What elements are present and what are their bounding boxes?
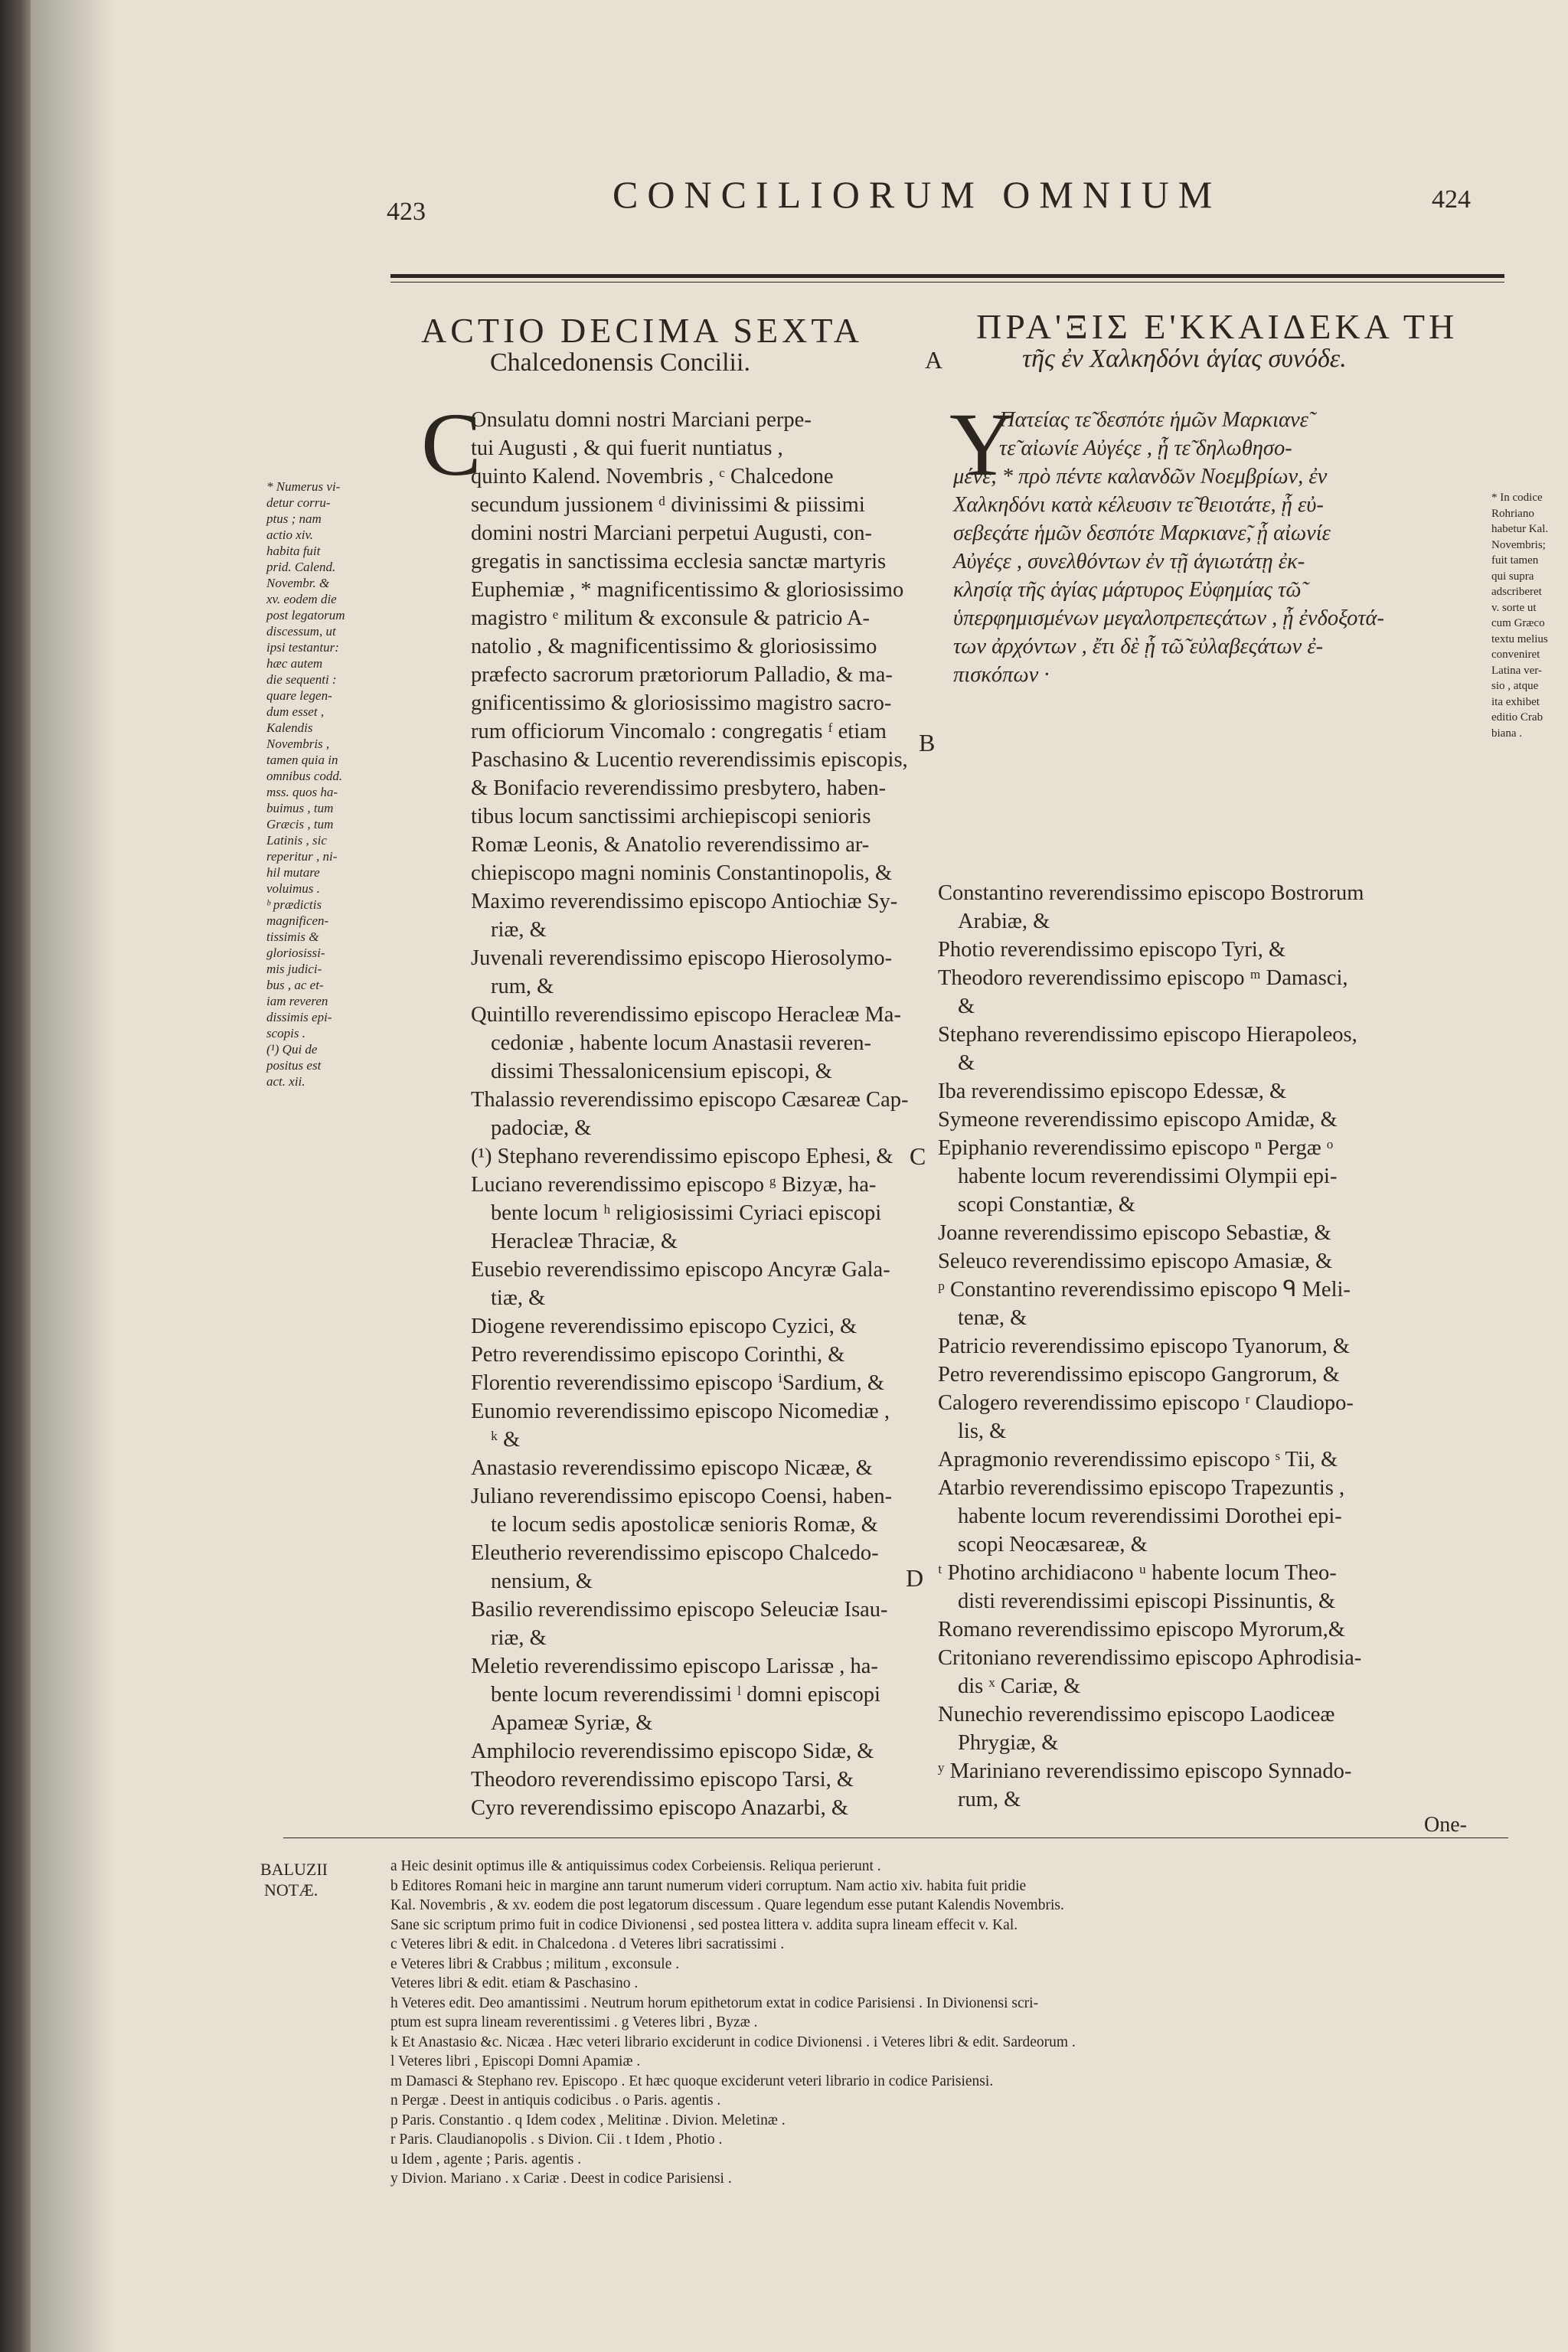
right-line: Apragmonio reverendissimo episcopo ˢ Tii, & — [938, 1448, 1338, 1472]
right-line: scopi Constantiæ, & — [958, 1193, 1135, 1217]
right-line: ᵗ Photino archidiacono ᵘ habente locum Theo- — [938, 1561, 1337, 1585]
margin-left-line: actio xiv. — [266, 528, 314, 542]
latin-line: Meletio reverendissimo episcopo Larissæ , ha- — [471, 1655, 878, 1678]
margin-right-line: fuit tamen — [1491, 554, 1539, 567]
right-line: Joanne reverendissimo episcopo Sebastiæ, & — [938, 1221, 1331, 1245]
margin-right-line: editio Crab — [1491, 711, 1544, 724]
latin-line: Juvenali reverendissimo episcopo Hierosolymo- — [471, 946, 893, 970]
header-rule — [390, 274, 1504, 278]
margin-right-line: cum Græco — [1491, 617, 1545, 629]
right-line: Symeone reverendissimo episcopo Amidæ, & — [938, 1108, 1338, 1132]
right-line: Romano reverendissimo episcopo Myrorum,& — [938, 1618, 1345, 1642]
latin-line: dissimi Thessalonicensium episcopi, & — [491, 1060, 832, 1083]
latin-lines — [429, 434, 919, 1822]
latin-line: Cyro reverendissimo episcopo Anazarbi, & — [471, 1796, 849, 1820]
section-letter-d: D — [906, 1564, 924, 1592]
note-line: ptum est supra lineam reverentissimi . g Veteres libri , Byzæ . — [390, 2014, 758, 2030]
margin-right-line: textu melius — [1491, 632, 1548, 645]
right-line: Calogero reverendissimo episcopo ʳ Claudiopo- — [938, 1391, 1354, 1415]
margin-right-line: adscriberet — [1491, 586, 1542, 598]
latin-line: gnificentissimo & gloriosissimo magistro sacro- — [471, 691, 892, 715]
latin-line: quinto Kalend. Novembris , ᶜ Chalcedone — [471, 465, 834, 488]
greek-line: τε̃ αἰωνίε Αὐγέςε , ᾗ τε̃ δηλωθησο- — [999, 436, 1292, 460]
right-line: Petro reverendissimo episcopo Gangrorum, & — [938, 1363, 1340, 1387]
latin-line: padociæ, & — [491, 1116, 592, 1140]
greek-lines — [953, 434, 1489, 689]
latin-line: riæ, & — [491, 1626, 547, 1650]
margin-left-line: tamen quia in — [266, 753, 338, 767]
margin-right-line: qui supra — [1491, 570, 1534, 583]
greek-column — [953, 406, 1489, 689]
note-line: c Veteres libri & edit. in Chalcedona . d Veteres libri sacratissimi . — [390, 1936, 785, 1952]
section-letter-b: B — [919, 729, 936, 756]
book-gutter — [0, 0, 31, 2352]
right-line: Stephano reverendissimo episcopo Hierapoleos, — [938, 1023, 1357, 1047]
latin-line: Thalassio reverendissimo episcopo Cæsareæ Cap- — [471, 1088, 909, 1112]
latin-line: Basilio reverendissimo episcopo Seleuciæ Isau- — [471, 1598, 888, 1622]
margin-left-line: quare legen- — [266, 688, 332, 703]
margin-right-line: sio , atque — [1491, 680, 1539, 692]
greek-line: μένε, * πρὸ πέντε καλανδῶν Νοεμβρίων, ἐν — [953, 465, 1328, 488]
note-line: a Heic desinit optimus ille & antiquissimus codex Corbeiensis. Reliqua perierunt . — [390, 1858, 881, 1874]
margin-left-line: omnibus codd. — [266, 769, 343, 783]
latin-line: gregatis in sanctissima ecclesia sanctæ martyris — [471, 550, 887, 573]
latin-line: bente locum reverendissimi ˡ domni episcopi — [491, 1683, 880, 1707]
note-line: b Editores Romani heic in margine ann tarunt numerum videri corruptum. Nam actio xiv. habita fuit pridie — [390, 1877, 1027, 1894]
latin-line: Amphilocio reverendissimo episcopo Sidæ, & — [471, 1740, 874, 1763]
right-line: Seleuco reverendissimo episcopo Amasiæ, & — [938, 1250, 1333, 1273]
latin-line: Florentio reverendissimo episcopo ⁱSardium, & — [471, 1371, 885, 1395]
margin-left-line: post legatorum — [266, 608, 345, 622]
note-line: u Idem , agente ; Paris. agentis . — [390, 2151, 582, 2167]
margin-left-line: * Numerus vi- — [266, 479, 341, 494]
margin-left-line: hæc autem — [266, 656, 323, 671]
greek-heading: ΠΡΑ'ΞΙΣ Ε'ΚΚΑΙΔΕΚΑ ΤΗ — [976, 307, 1459, 346]
margin-right-line: * In codice — [1491, 492, 1543, 504]
page-number-left: 423 — [387, 198, 426, 226]
margin-left-line: buimus , tum — [266, 801, 334, 815]
margin-left-line: ptus ; nam — [266, 511, 322, 526]
right-line: & — [958, 995, 975, 1018]
note-line: h Veteres edit. Deo amantissimi . Neutrum horum epithetorum extat in codice Parisiensi . In Divionensi scri- — [390, 1994, 1039, 2011]
latin-heading: ACTIO DECIMA SEXTA — [421, 311, 863, 350]
greek-drop-cap: Y — [949, 394, 1015, 495]
note-line: r Paris. Claudianopolis . s Divion. Cii . t Idem , Photio . — [390, 2132, 723, 2148]
note-line: k Et Anastasio &c. Nicæa . Hæc veteri librario exciderunt in codice Divionensi . i Veteres libri & edit. Sardeorum . — [390, 2034, 1076, 2050]
margin-left-line: bus , ac et- — [266, 978, 324, 992]
greek-line: κλησίᾳ τῆς ἁγίας μάρτυρος Εὐφημίας τῶ̃ — [953, 578, 1302, 602]
notes-label: BALUZII — [260, 1860, 328, 1879]
greek-line: ὑπερφημισμένων μεγαλοπρεπεςάτων , ᾗ ἐνδοξοτά- — [953, 606, 1384, 630]
note-line: Sane sic scriptum primo fuit in codice Divionensi , sed postea littera v. addita supra lineam effecit v. Kal. — [390, 1916, 1018, 1933]
greek-line: των ἀρχόντων , ἔτι δὲ ᾗ τῶ̃ εὐλαβεςάτων ἐ- — [953, 635, 1324, 658]
greek-subheading: τῆς ἐν Χαλκηδόνι ἁγίας συνόδε. — [1022, 345, 1347, 373]
margin-left-line: prid. Calend. — [266, 560, 336, 574]
latin-line: Heracleæ Thraciæ, & — [491, 1230, 678, 1253]
latin-line: bente locum ʰ religiosissimi Cyriaci episcopi — [491, 1201, 882, 1225]
right-line: Atarbio reverendissimo episcopo Trapezuntis , — [938, 1476, 1345, 1500]
latin-line: domini nostri Marciani perpetui Augusti, con- — [471, 521, 872, 545]
right-line: habente locum reverendissimi Olympii epi- — [958, 1165, 1338, 1188]
right-line: tenæ, & — [958, 1306, 1027, 1330]
section-letter-c: C — [910, 1142, 926, 1170]
margin-left-line: Latinis , sic — [266, 833, 327, 848]
margin-right-line: Latina ver- — [1491, 664, 1542, 677]
latin-line: Apameæ Syriæ, & — [491, 1711, 653, 1735]
margin-left-line: dissimis epi- — [266, 1010, 332, 1024]
right-line: Theodoro reverendissimo episcopo ᵐ Damasci, — [938, 966, 1348, 990]
margin-left-line: Novembr. & — [266, 576, 330, 590]
right-line: ʸ Mariniano reverendissimo episcopo Synnado- — [938, 1759, 1352, 1783]
latin-line: Euphemiæ , * magnificentissimo & gloriosissimo — [471, 578, 904, 602]
margin-left-line: Kalendis — [266, 720, 313, 735]
baluzii-notes — [390, 1857, 1493, 2189]
note-line: m Damasci & Stephano rev. Episcopo . Et hæc quoque exciderunt veteri librario in codice Parisiensi. — [390, 2073, 994, 2089]
right-line: Epiphanio reverendissimo episcopo ⁿ Pergæ ᵒ — [938, 1136, 1334, 1160]
margin-left-line: iam reveren — [266, 994, 328, 1008]
margin-left-line: habita fuit — [266, 544, 321, 558]
latin-line: Maximo reverendissimo episcopo Antiochiæ Sy- — [471, 890, 898, 913]
notes-label-2: NOTÆ. — [264, 1880, 318, 1900]
catchword: One- — [1424, 1813, 1467, 1837]
margin-left-line: Novembris , — [266, 737, 330, 751]
latin-line: Romæ Leonis, & Anatolio reverendissimo ar- — [471, 833, 870, 857]
right-line: habente locum reverendissimi Dorothei epi- — [958, 1504, 1342, 1528]
latin-line: præfecto sacrorum prætoriorum Palladio, & ma- — [471, 663, 893, 687]
margin-left-line: ipsi testantur: — [266, 640, 339, 655]
right-line: & — [958, 1051, 975, 1075]
margin-note-right — [1491, 490, 1562, 741]
latin-line: riæ, & — [491, 918, 547, 942]
section-letter-a: A — [925, 346, 943, 374]
header-rule-thin — [390, 282, 1504, 283]
margin-left-line: tissimis & — [266, 929, 319, 944]
margin-left-line: (¹) Qui de — [266, 1042, 318, 1057]
margin-right-line: conveniret — [1491, 648, 1540, 661]
book-page — [31, 0, 1568, 2352]
margin-left-line: ᵇ prædictis — [266, 897, 322, 912]
latin-line: ᵏ & — [491, 1428, 521, 1452]
latin-line: Theodoro reverendissimo episcopo Tarsi, & — [471, 1768, 854, 1792]
greek-line: Χαλκηδόνι κατὰ κέλευσιν τε̃ θειοτάτε, ᾗ εὐ- — [953, 493, 1324, 517]
margin-note-left — [266, 479, 389, 1089]
margin-left-line: Græcis , tum — [266, 817, 334, 831]
right-line: Patricio reverendissimo episcopo Tyanorum, & — [938, 1334, 1351, 1358]
margin-left-line: xv. eodem die — [266, 592, 337, 606]
latin-line: rum officiorum Vincomalo : congregatis ᶠ etiam — [471, 720, 887, 743]
latin-line: Eleutherio reverendissimo episcopo Chalcedo- — [471, 1541, 879, 1565]
right-column — [938, 879, 1520, 1814]
margin-right-line: biana . — [1491, 727, 1522, 740]
latin-line: chiepiscopo magni nominis Constantinopolis, & — [471, 861, 893, 885]
right-line: Constantino reverendissimo episcopo Bostrorum — [938, 881, 1364, 905]
latin-line: tibus locum sanctissimi archiepiscopi senioris — [471, 805, 871, 828]
latin-line: Juliano reverendissimo episcopo Coensi, haben- — [471, 1485, 893, 1508]
note-line: p Paris. Constantio . q Idem codex , Melitinæ . Divion. Meletinæ . — [390, 2112, 786, 2128]
margin-left-line: magnificen- — [266, 913, 329, 928]
right-line: disti reverendissimi episcopi Pissinuntis, & — [958, 1589, 1336, 1613]
right-line: lis, & — [958, 1419, 1007, 1443]
margin-left-line: die sequenti : — [266, 672, 337, 687]
note-line: Veteres libri & edit. etiam & Paschasino . — [390, 1975, 639, 1991]
margin-left-line: dum esset , — [266, 704, 325, 719]
latin-line: Diogene reverendissimo episcopo Cyzici, & — [471, 1315, 858, 1338]
latin-line: Paschasino & Lucentio reverendissimis episcopis, — [471, 748, 908, 772]
greek-first-line: Πατείας τε̃ δεσπότε ἡμῶν Μαρκιανε̃ — [999, 408, 1308, 432]
margin-left-line: reperitur , ni- — [266, 849, 338, 864]
latin-subheading: Chalcedonensis Concilii. — [490, 348, 750, 377]
greek-line: πισκόπων · — [953, 663, 1050, 687]
running-head: CONCILIORUM OMNIUM — [612, 173, 1222, 216]
note-line: Kal. Novembris , & xv. eodem die post legatorum discessum . Quare legendum esse putant Kalendis Novembris. — [390, 1897, 1064, 1913]
latin-column — [429, 406, 919, 1822]
page-number-right: 424 — [1432, 185, 1471, 214]
margin-right-line: v. sorte ut — [1491, 601, 1537, 614]
note-line: l Veteres libri , Episcopi Domni Apamiæ . — [390, 2053, 641, 2069]
latin-line: & Bonifacio reverendissimo presbytero, haben- — [471, 776, 887, 800]
right-line: Nunechio reverendissimo episcopo Laodiceæ — [938, 1703, 1335, 1726]
latin-drop-cap: C — [421, 394, 482, 495]
right-line: Critoniano reverendissimo episcopo Aphrodisia- — [938, 1646, 1362, 1670]
margin-left-line: positus est — [266, 1058, 322, 1073]
right-line: Photio reverendissimo episcopo Tyri, & — [938, 938, 1286, 962]
latin-line: secundum jussionem ᵈ divinissimi & piissimi — [471, 493, 865, 517]
margin-right-line: Rohriano — [1491, 507, 1534, 520]
latin-line: Eunomio reverendissimo episcopo Nicomediæ , — [471, 1400, 890, 1423]
latin-line: Quintillo reverendissimo episcopo Heracleæ Ma- — [471, 1003, 901, 1027]
greek-line: σεβεςάτε ἡμῶν δεσπότε Μαρκιανε̃, ᾗ αἰωνίε — [953, 521, 1331, 545]
latin-line: tiæ, & — [491, 1286, 546, 1310]
margin-left-line: voluimus . — [266, 881, 320, 896]
note-line: n Pergæ . Deest in antiquis codicibus . o Paris. agentis . — [390, 2092, 721, 2109]
latin-line: rum, & — [491, 975, 554, 998]
margin-right-line: ita exhibet — [1491, 695, 1540, 708]
margin-left-line: discessum, ut — [266, 624, 336, 639]
right-line: rum, & — [958, 1788, 1021, 1811]
margin-left-line: scopis . — [266, 1026, 305, 1040]
margin-right-line: Novembris; — [1491, 538, 1546, 551]
right-line: Phrygiæ, & — [958, 1731, 1059, 1755]
latin-line: tui Augusti , & qui fuerit nuntiatus , — [471, 436, 783, 460]
latin-line: te locum sedis apostolicæ senioris Romæ, & — [491, 1513, 878, 1537]
margin-left-line: hil mutare — [266, 865, 320, 880]
greek-line: Αὐγέςε , συνελθόντων ἐν τῇ ἁγιωτάτῃ ἐκ- — [953, 550, 1305, 573]
latin-line: Petro reverendissimo episcopo Corinthi, & — [471, 1343, 845, 1367]
latin-line: Anastasio reverendissimo episcopo Nicææ, & — [471, 1456, 873, 1480]
note-line: y Divion. Mariano . x Cariæ . Deest in codice Parisiensi . — [390, 2171, 732, 2187]
margin-left-line: act. xii. — [266, 1074, 305, 1089]
margin-left-line: detur corru- — [266, 495, 331, 510]
right-line: Arabiæ, & — [958, 910, 1050, 933]
latin-line: cedoniæ , habente locum Anastasii reveren- — [491, 1031, 871, 1055]
margin-right-line: habetur Kal. — [1491, 523, 1549, 535]
margin-left-line: gloriosissi- — [266, 946, 325, 960]
margin-left-line: mis judici- — [266, 962, 322, 976]
right-line: dis ˣ Cariæ, & — [958, 1674, 1081, 1698]
latin-line: magistro ᵉ militum & exconsule & patricio A- — [471, 606, 871, 630]
right-line: scopi Neocæsareæ, & — [958, 1533, 1148, 1557]
latin-line: Eusebio reverendissimo episcopo Ancyræ Gala- — [471, 1258, 890, 1282]
latin-line: nensium, & — [491, 1570, 593, 1593]
latin-line: (¹) Stephano reverendissimo episcopo Ephesi, & — [471, 1145, 893, 1168]
latin-line: Luciano reverendissimo episcopo ᵍ Bizyæ, ha- — [471, 1173, 877, 1197]
latin-first-line: Onsulatu domni nostri Marciani perpe- — [471, 408, 812, 432]
note-line: e Veteres libri & Crabbus ; militum , exconsule . — [390, 1955, 680, 1972]
right-line: Iba reverendissimo episcopo Edessæ, & — [938, 1080, 1287, 1103]
margin-left-line: mss. quos ha- — [266, 785, 338, 799]
right-line: ᵖ Constantino reverendissimo episcopo ᑫ Meli- — [938, 1278, 1351, 1302]
latin-line: natolio , & magnificentissimo & gloriosissimo — [471, 635, 877, 658]
